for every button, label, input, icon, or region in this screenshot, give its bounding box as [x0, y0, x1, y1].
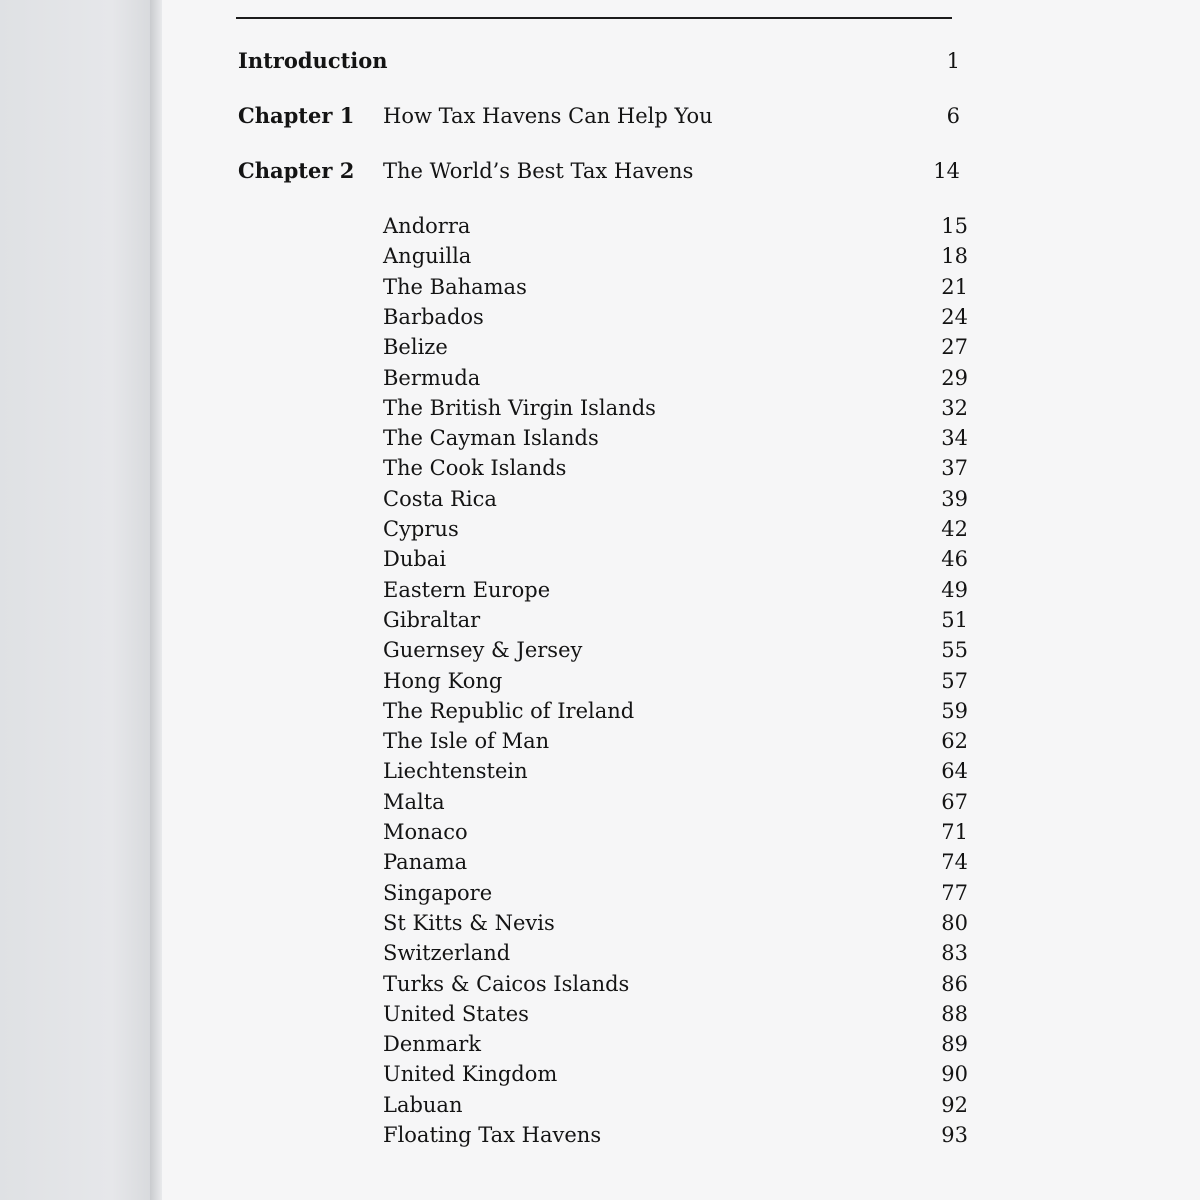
- toc-entry: [383, 696, 968, 726]
- entry-page-number: 21: [941, 274, 968, 299]
- heading-label: Introduction: [238, 48, 388, 73]
- entry-name: Singapore: [383, 880, 493, 905]
- toc-entry: [383, 272, 968, 302]
- entry-page-number: 77: [941, 880, 968, 905]
- entry-name: Malta: [383, 789, 445, 814]
- entry-page-number: 83: [941, 941, 968, 966]
- entry-name: Gibraltar: [383, 607, 481, 632]
- entry-name: Costa Rica: [383, 486, 497, 511]
- heading-label: Chapter 1: [238, 103, 355, 128]
- entry-page-number: 32: [941, 395, 968, 420]
- entry-page-number: 24: [941, 304, 968, 329]
- entry-page-number: 39: [941, 486, 968, 511]
- toc-entry: [383, 938, 968, 968]
- toc-entry: [383, 332, 968, 362]
- toc-heading: [238, 98, 960, 134]
- heading-page-number: 6: [946, 104, 960, 128]
- entry-name: The Republic of Ireland: [383, 698, 635, 723]
- entry-name: Switzerland: [383, 941, 511, 966]
- entry-name: Hong Kong: [383, 668, 503, 693]
- entry-page-number: 18: [941, 244, 968, 269]
- entry-name: Monaco: [383, 820, 468, 844]
- toc-entry: [383, 1029, 968, 1059]
- entry-name: United States: [383, 1001, 529, 1026]
- toc-heading: [238, 153, 960, 189]
- entry-name: Dubai: [383, 547, 447, 572]
- toc-entry: [383, 726, 968, 756]
- toc-entry: [383, 756, 968, 786]
- entry-name: Eastern Europe: [383, 577, 551, 602]
- entry-name: Turks & Caicos Islands: [383, 971, 630, 996]
- entry-name: Barbados: [383, 304, 484, 329]
- toc-entry: [383, 211, 968, 241]
- entry-page-number: 93: [941, 1123, 968, 1147]
- entry-page-number: 27: [941, 335, 968, 360]
- heading-title: How Tax Havens Can Help You: [383, 104, 713, 128]
- toc-entry: [383, 575, 968, 605]
- toc-entry: [383, 999, 968, 1029]
- toc-entry: [383, 1120, 968, 1150]
- entry-name: The Cayman Islands: [383, 426, 599, 451]
- toc-entry: [383, 1059, 968, 1089]
- entry-name: The Isle of Man: [383, 729, 550, 754]
- toc-entry: [383, 847, 968, 877]
- toc-entry: [383, 635, 968, 665]
- toc-entry: [383, 363, 968, 393]
- entry-page-number: 42: [941, 517, 968, 541]
- toc-entry: [383, 969, 968, 999]
- toc-entry: [383, 484, 968, 514]
- entry-page-number: 37: [941, 456, 968, 481]
- entry-page-number: 55: [941, 638, 968, 663]
- entry-page-number: 62: [941, 729, 968, 754]
- entry-page-number: 29: [941, 365, 968, 390]
- entry-name: Floating Tax Havens: [383, 1123, 602, 1147]
- entry-page-number: 90: [941, 1062, 968, 1087]
- toc-entry: [383, 393, 968, 423]
- entry-page-number: 86: [941, 971, 968, 996]
- entry-page-number: 49: [941, 577, 968, 602]
- entry-name: Labuan: [383, 1092, 463, 1117]
- entry-page-number: 88: [941, 1001, 968, 1026]
- entry-name: Panama: [383, 850, 468, 875]
- toc-entry: [383, 908, 968, 938]
- entry-name: The Cook Islands: [383, 456, 567, 481]
- entry-page-number: 51: [941, 607, 968, 632]
- entry-name: Andorra: [383, 214, 471, 238]
- toc-entry: [383, 544, 968, 574]
- entry-page-number: 64: [941, 759, 968, 784]
- entry-name: Denmark: [383, 1032, 481, 1057]
- entry-page-number: 34: [941, 426, 968, 451]
- toc-entry: [383, 878, 968, 908]
- toc-entry: [383, 302, 968, 332]
- entry-page-number: 71: [941, 820, 968, 844]
- entry-page-number: 59: [941, 698, 968, 723]
- heading-page-number: 1: [946, 49, 960, 73]
- heading-label: Chapter 2: [238, 158, 355, 183]
- toc-entry: [383, 666, 968, 696]
- toc-entry: [383, 423, 968, 453]
- entry-name: Cyprus: [383, 517, 459, 541]
- entry-name: Guernsey & Jersey: [383, 638, 583, 663]
- toc-entry: [383, 605, 968, 635]
- entry-name: Belize: [383, 335, 448, 360]
- toc-entry: [383, 453, 968, 483]
- entry-page-number: 80: [941, 910, 968, 935]
- heading-title: The World’s Best Tax Havens: [383, 159, 694, 183]
- entry-name: St Kitts & Nevis: [383, 910, 555, 935]
- entry-name: The British Virgin Islands: [383, 395, 656, 420]
- toc-entry: [383, 817, 968, 847]
- entry-name: United Kingdom: [383, 1062, 558, 1087]
- entry-page-number: 92: [941, 1092, 968, 1117]
- toc-entry: [383, 1090, 968, 1120]
- entry-page-number: 74: [941, 850, 968, 875]
- entry-name: The Bahamas: [383, 274, 527, 299]
- entry-name: Liechtenstein: [383, 759, 528, 784]
- toc-entry: [383, 787, 968, 817]
- entry-name: Anguilla: [383, 244, 472, 269]
- heading-page-number: 14: [933, 159, 960, 183]
- entry-page-number: 46: [941, 547, 968, 572]
- entry-page-number: 67: [941, 789, 968, 814]
- toc-heading: [238, 43, 960, 79]
- toc-entry: [383, 241, 968, 271]
- entry-page-number: 15: [941, 214, 968, 238]
- toc-entry: [383, 514, 968, 544]
- entry-page-number: 89: [941, 1032, 968, 1057]
- entry-name: Bermuda: [383, 365, 481, 390]
- entry-page-number: 57: [941, 668, 968, 693]
